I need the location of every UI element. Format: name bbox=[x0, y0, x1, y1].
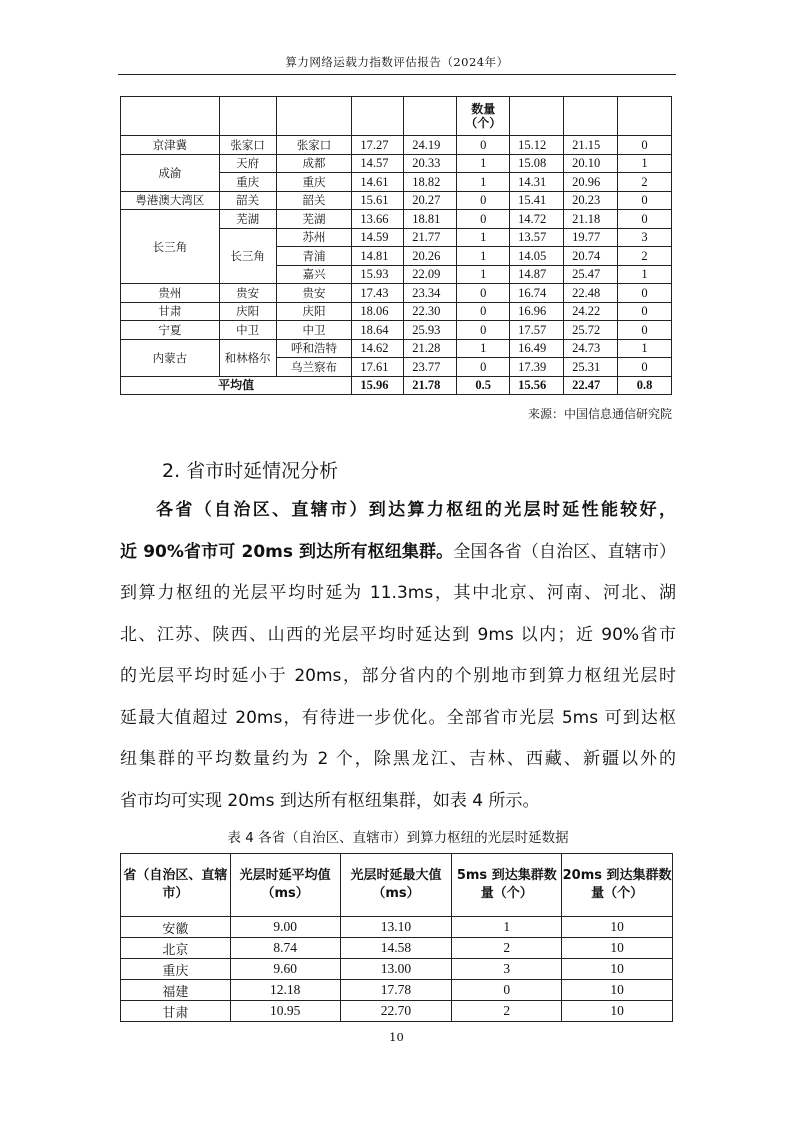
paragraph-line: 各省（自治区、直辖市）到达算力枢纽的光层时延性能较好， bbox=[156, 500, 676, 520]
average-label: 平均值 bbox=[121, 376, 352, 395]
table-row: 嘉兴 15.93 22.09 1 14.87 25.47 1 bbox=[121, 265, 672, 284]
section-heading: 2. 省市时延情况分析 bbox=[162, 460, 339, 482]
table-row: 京津冀 张家口 张家口 17.27 24.19 0 15.12 21.15 0 bbox=[121, 136, 672, 155]
table-row: 北京 8.74 14.58 2 10 bbox=[121, 938, 673, 959]
table-row: 重庆 重庆 14.61 18.82 1 14.31 20.96 2 bbox=[121, 173, 672, 192]
header-rule bbox=[118, 74, 676, 75]
table-row: 长三角 芜湖 芜湖 13.66 18.81 0 14.72 21.18 0 bbox=[121, 210, 672, 229]
table-row: 甘肃 庆阳 庆阳 18.06 22.30 0 16.96 24.22 0 bbox=[121, 302, 672, 321]
column-header: 省（自治区、直辖市） bbox=[121, 854, 231, 917]
latency-table-hubs bbox=[120, 96, 672, 395]
table-row: 甘肃 10.95 22.70 2 10 bbox=[121, 1001, 673, 1022]
paragraph-line: 省市均可实现 20ms 到达所有枢纽集群，如表 4 所示。 bbox=[120, 790, 540, 811]
table-row: 安徽 9.00 13.10 1 10 bbox=[121, 917, 673, 938]
paragraph-line: 的光层平均时延小于 20ms，部分省内的个别地市到算力枢纽光层时 bbox=[120, 666, 676, 686]
column-header: 光层时延平均值（ms） bbox=[230, 854, 340, 917]
running-header: 算力网络运载力指数评估报告（2024年） bbox=[285, 55, 509, 69]
paragraph-line: 延最大值超过 20ms，有待进一步优化。全部省市光层 5ms 可到达枢 bbox=[120, 707, 676, 728]
column-header: 5ms 到达集群数量（个） bbox=[452, 854, 562, 917]
table-header-row bbox=[121, 97, 672, 136]
table-row: 乌兰察布 17.61 23.77 0 17.39 25.31 0 bbox=[121, 358, 672, 377]
page-number: 10 bbox=[389, 1030, 404, 1044]
table-row: 贵州 贵安 贵安 17.43 23.34 0 16.74 22.48 0 bbox=[121, 284, 672, 303]
table-row: 青浦 14.81 20.26 1 14.05 20.74 2 bbox=[121, 247, 672, 266]
column-header: 光层时延最大值（ms） bbox=[340, 854, 452, 917]
column-header: 20ms 到达集群数量（个） bbox=[562, 854, 673, 917]
table-row: 重庆 9.60 13.00 3 10 bbox=[121, 959, 673, 980]
paragraph-line: 北、江苏、陕西、山西的光层平均时延达到 9ms 以内；近 90%省市 bbox=[120, 624, 676, 645]
table-row: 福建 12.18 17.78 0 10 bbox=[121, 980, 673, 1001]
table-header-row bbox=[121, 854, 673, 917]
latency-table-provinces bbox=[120, 853, 673, 1022]
table-row: 长三角 苏州 14.59 21.77 1 13.57 19.77 3 bbox=[121, 228, 672, 247]
column-header-count: 数量（个） bbox=[457, 97, 510, 136]
table-row: 内蒙古 和林格尔 呼和浩特 14.62 21.28 1 16.49 24.73 1 bbox=[121, 339, 672, 358]
table-row: 宁夏 中卫 中卫 18.64 25.93 0 17.57 25.72 0 bbox=[121, 321, 672, 340]
table-caption: 表 4 各省（自治区、直辖市）到算力枢纽的光层时延数据 bbox=[227, 830, 569, 846]
paragraph-line: 到算力枢纽的光层平均时延为 11.3ms，其中北京、河南、河北、湖 bbox=[120, 583, 676, 603]
paragraph-line: 近 90%省市可 20ms 到达所有枢纽集群。全国各省（自治区、直辖市） bbox=[120, 541, 677, 562]
table-row: 粤港澳大湾区 韶关 韶关 15.61 20.27 0 15.41 20.23 0 bbox=[121, 191, 672, 210]
paragraph-line: 纽集群的平均数量约为 2 个，除黑龙江、吉林、西藏、新疆以外的 bbox=[120, 749, 676, 769]
table-row: 成渝 天府 成都 14.57 20.33 1 15.08 20.10 1 bbox=[121, 154, 672, 173]
table-source-note: 来源：中国信息通信研究院 bbox=[527, 407, 672, 421]
body-paragraph bbox=[120, 490, 676, 822]
average-row: 平均值 15.96 21.78 0.5 15.56 22.47 0.8 bbox=[121, 376, 672, 395]
